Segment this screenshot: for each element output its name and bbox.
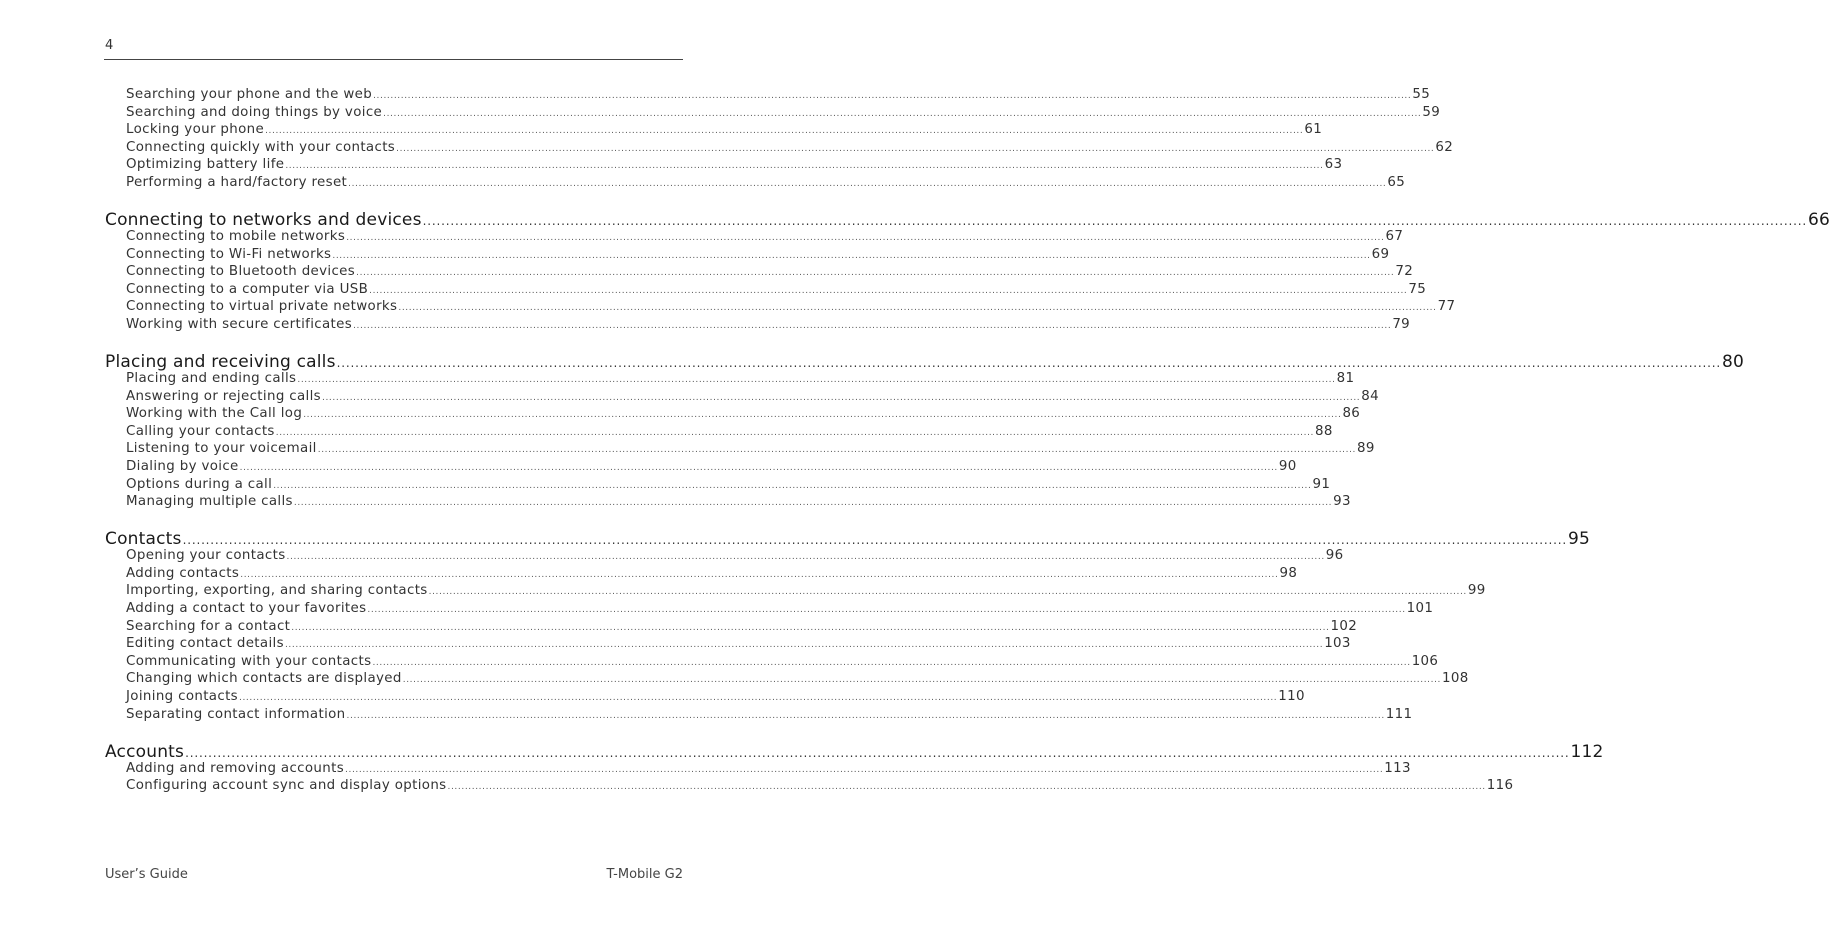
toc-entry[interactable] <box>126 175 1406 190</box>
toc-entry-label: Dialing by voice <box>126 459 239 474</box>
toc-entry-label: Connecting to virtual private networks <box>126 299 398 315</box>
dot-leader: ............................................................................................................................................................................................................................................................................................................ <box>273 480 1312 491</box>
toc-entry[interactable] <box>126 618 1358 634</box>
toc-entry-page: 91 <box>1312 476 1331 492</box>
toc-entry-page: 106 <box>1411 653 1439 669</box>
toc-entry[interactable] <box>126 406 1361 422</box>
dot-leader: ............................................................................................................................................................................................................................................................................................................ <box>275 427 1315 438</box>
toc-entry[interactable] <box>126 459 1297 474</box>
dot-leader: ............................................................................................................................................................................................................................................................................................................ <box>447 782 1486 793</box>
toc-entry[interactable] <box>126 388 1380 404</box>
toc-entry[interactable] <box>126 671 1469 687</box>
toc-entry[interactable] <box>126 371 1355 386</box>
toc-entry-label: Working with secure certificates <box>126 317 353 332</box>
toc-entry-label: Contacts <box>105 529 182 550</box>
toc-entry-label: Connecting to networks and devices <box>105 210 422 230</box>
dot-leader: ............................................................................................................................................................................................................................................................................................................ <box>346 710 1385 721</box>
toc-entry[interactable] <box>126 317 1411 332</box>
toc-entry-page: 72 <box>1395 264 1414 280</box>
toc-entry-page: 62 <box>1435 139 1454 155</box>
toc-entry-label: Connecting to mobile networks <box>126 229 346 244</box>
toc-entry-label: Joining contacts <box>126 689 238 704</box>
toc-entry[interactable] <box>126 264 1414 280</box>
toc-entry[interactable] <box>126 139 1454 155</box>
dot-leader: ............................................................................................................................................................................................................................................................................................................ <box>402 675 1441 686</box>
toc-entry-page: 112 <box>1570 741 1604 762</box>
toc-entry-label: Separating contact information <box>126 706 346 722</box>
toc-entry-label: Searching and doing things by voice <box>126 104 383 120</box>
toc-entry-label: Placing and receiving calls <box>105 352 336 372</box>
toc-entry[interactable] <box>126 636 1351 652</box>
toc-entry[interactable] <box>126 583 1486 599</box>
toc-entry[interactable] <box>126 122 1323 138</box>
toc-entry-label: Adding a contact to your favorites <box>126 601 367 616</box>
toc-entry-page: 86 <box>1342 406 1361 422</box>
dot-leader: ............................................................................................................................................................................................................................................................................................................ <box>286 552 1325 563</box>
toc-entry-page: 69 <box>1371 246 1390 262</box>
toc-section[interactable] <box>105 529 1590 550</box>
dot-leader: ............................................................................................................................................................................................................................................................................................................ <box>428 587 1467 598</box>
toc-entry-page: 84 <box>1361 388 1380 404</box>
toc-entry-page: 65 <box>1387 175 1406 190</box>
toc-section[interactable] <box>105 741 1604 762</box>
footer-product-name: T-Mobile G2 <box>606 867 683 882</box>
dot-leader: ............................................................................................................................................................................................................................................................................................................ <box>422 214 1807 228</box>
toc-entry-label: Changing which contacts are displayed <box>126 671 402 687</box>
toc-entry[interactable] <box>126 689 1305 704</box>
toc-entry-page: 89 <box>1357 441 1375 457</box>
toc-entry-label: Connecting to a computer via USB <box>126 281 369 297</box>
toc-entry-label: Performing a hard/factory reset <box>126 175 348 190</box>
page-number: 4 <box>105 38 114 53</box>
toc-entry-page: 113 <box>1384 760 1411 776</box>
dot-leader: ............................................................................................................................................................................................................................................................................................................ <box>239 693 1278 703</box>
toc-entry[interactable] <box>126 229 1404 244</box>
toc-entry-page: 108 <box>1442 671 1469 687</box>
dot-leader: ............................................................................................................................................................................................................................................................................................................ <box>303 410 1342 421</box>
toc-entry-page: 77 <box>1437 299 1456 315</box>
toc-entry-label: Connecting quickly with your contacts <box>126 139 396 155</box>
toc-entry-label: Answering or rejecting calls <box>126 388 322 404</box>
toc-entry-page: 116 <box>1486 778 1514 794</box>
dot-leader: ............................................................................................................................................................................................................................................................................................................ <box>240 569 1279 580</box>
dot-leader: ............................................................................................................................................................................................................................................................................................................ <box>322 392 1361 403</box>
dot-leader: ............................................................................................................................................................................................................................................................................................................ <box>373 91 1412 101</box>
toc-entry[interactable] <box>126 87 1431 102</box>
dot-leader: ............................................................................................................................................................................................................................................................................................................ <box>265 126 1304 137</box>
toc-entry[interactable] <box>126 476 1331 492</box>
toc-entry-page: 55 <box>1412 87 1431 102</box>
toc-entry[interactable] <box>126 778 1514 794</box>
toc-entry[interactable] <box>126 548 1344 564</box>
dot-leader: ............................................................................................................................................................................................................................................................................................................ <box>293 498 1333 509</box>
toc-entry-page: 90 <box>1278 459 1297 474</box>
dot-leader: ............................................................................................................................................................................................................................................................................................................ <box>396 143 1435 154</box>
toc-entry-page: 110 <box>1278 689 1305 704</box>
dot-leader: ............................................................................................................................................................................................................................................................................................................ <box>336 356 1721 370</box>
toc-entry-page: 111 <box>1385 706 1413 722</box>
dot-leader: ............................................................................................................................................................................................................................................................................................................ <box>369 285 1408 296</box>
toc-section[interactable] <box>105 210 1830 230</box>
dot-leader: ............................................................................................................................................................................................................................................................................................................ <box>284 640 1324 651</box>
toc-entry-label: Opening your contacts <box>126 548 286 564</box>
dot-leader: ............................................................................................................................................................................................................................................................................................................ <box>317 445 1356 456</box>
dot-leader: ............................................................................................................................................................................................................................................................................................................ <box>398 303 1437 314</box>
toc-entry[interactable] <box>126 246 1390 262</box>
toc-entry-label: Importing, exporting, and sharing contacts <box>126 583 428 599</box>
toc-entry-label: Connecting to Wi-Fi networks <box>126 246 332 262</box>
dot-leader: ............................................................................................................................................................................................................................................................................................................ <box>297 375 1336 385</box>
dot-leader: ............................................................................................................................................................................................................................................................................................................ <box>356 268 1395 279</box>
toc-entry-label: Communicating with your contacts <box>126 653 372 669</box>
toc-section[interactable] <box>105 352 1745 372</box>
dot-leader: ............................................................................................................................................................................................................................................................................................................ <box>291 622 1330 633</box>
toc-entry-label: Options during a call <box>126 476 273 492</box>
dot-leader: ............................................................................................................................................................................................................................................................................................................ <box>348 179 1387 189</box>
toc-entry-label: Listening to your voicemail <box>126 441 317 457</box>
dot-leader: ............................................................................................................................................................................................................................................................................................................ <box>372 657 1411 668</box>
toc-entry-page: 63 <box>1324 157 1343 173</box>
dot-leader: ............................................................................................................................................................................................................................................................................................................ <box>367 605 1406 615</box>
toc-entry-page: 96 <box>1325 548 1344 564</box>
dot-leader: ............................................................................................................................................................................................................................................................................................................ <box>383 108 1422 119</box>
toc-entry-label: Accounts <box>105 741 185 762</box>
toc-entry-page: 66 <box>1807 210 1830 230</box>
dot-leader: ............................................................................................................................................................................................................................................................................................................ <box>182 533 1567 548</box>
toc-entry-page: 61 <box>1304 122 1323 138</box>
toc-entry[interactable] <box>126 760 1411 776</box>
toc-entry[interactable] <box>126 157 1343 173</box>
toc-entry[interactable] <box>126 441 1375 457</box>
toc-entry-page: 101 <box>1406 601 1434 616</box>
dot-leader: ............................................................................................................................................................................................................................................................................................................ <box>185 745 1570 760</box>
toc-entry[interactable] <box>126 706 1413 722</box>
toc-entry-label: Managing multiple calls <box>126 494 293 510</box>
toc-entry-label: Placing and ending calls <box>126 371 297 386</box>
toc-entry-page: 81 <box>1336 371 1355 386</box>
toc-entry-page: 98 <box>1279 565 1298 581</box>
dot-leader: ............................................................................................................................................................................................................................................................................................................ <box>239 463 1278 473</box>
toc-entry-page: 79 <box>1392 317 1411 332</box>
toc-entry-page: 75 <box>1408 281 1427 297</box>
toc-entry-page: 59 <box>1422 104 1441 120</box>
toc-entry-page: 99 <box>1467 583 1486 599</box>
toc-entry-label: Adding contacts <box>126 565 240 581</box>
toc-entry[interactable] <box>126 299 1456 315</box>
toc-entry-page: 95 <box>1567 529 1590 550</box>
toc-entry-label: Working with the Call log <box>126 406 303 422</box>
toc-entry-label: Calling your contacts <box>126 423 275 439</box>
toc-entry[interactable] <box>126 494 1351 510</box>
toc-entry-label: Searching your phone and the web <box>126 87 373 102</box>
toc-entry-label: Searching for a contact <box>126 618 291 634</box>
dot-leader: ............................................................................................................................................................................................................................................................................................................ <box>346 233 1385 243</box>
toc-entry[interactable] <box>126 653 1439 669</box>
toc-entry-page: 102 <box>1330 618 1358 634</box>
toc-entry-label: Connecting to Bluetooth devices <box>126 264 356 280</box>
toc-entry-page: 88 <box>1315 423 1333 439</box>
toc-entry[interactable] <box>126 601 1434 616</box>
toc-entry-label: Configuring account sync and display options <box>126 778 447 794</box>
dot-leader: ............................................................................................................................................................................................................................................................................................................ <box>345 764 1384 775</box>
toc-entry-page: 67 <box>1385 229 1404 244</box>
dot-leader: ............................................................................................................................................................................................................................................................................................................ <box>353 321 1392 331</box>
toc-entry[interactable] <box>126 281 1427 297</box>
footer-document-title: User’s Guide <box>105 867 188 882</box>
dot-leader: ............................................................................................................................................................................................................................................................................................................ <box>285 161 1324 172</box>
dot-leader: ............................................................................................................................................................................................................................................................................................................ <box>332 250 1371 261</box>
toc-entry-page: 80 <box>1722 352 1745 372</box>
toc-entry-page: 103 <box>1324 636 1351 652</box>
toc-entry[interactable] <box>126 565 1298 581</box>
toc-entry[interactable] <box>126 423 1333 439</box>
toc-entry-page: 93 <box>1333 494 1351 510</box>
toc-entry-label: Optimizing battery life <box>126 157 285 173</box>
toc-entry-label: Locking your phone <box>126 122 265 138</box>
toc-entry-label: Editing contact details <box>126 636 284 652</box>
toc-entry[interactable] <box>126 104 1441 120</box>
toc-entry-label: Adding and removing accounts <box>126 760 345 776</box>
